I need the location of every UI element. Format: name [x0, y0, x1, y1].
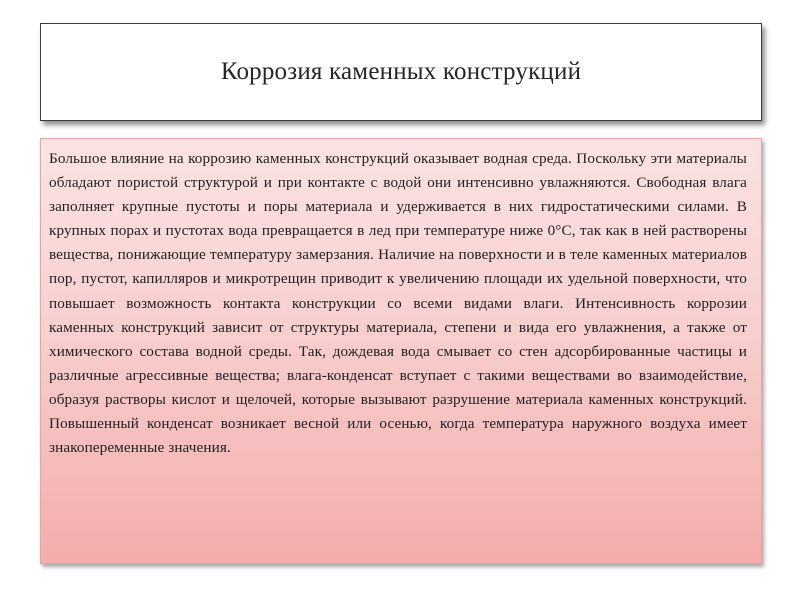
- slide-body-text: Большое влияние на коррозию каменных конструкций оказывает водная среда. Поскольку эти материалы обладают пористой структурой и при контакте с водой они интенсивно увлажняются. Свободная влага заполняет крупные пустоты и поры материала и удерживается в них гидростатическими силами. В крупных порах и пустотах вода превращается в лед при температуре ниже 0°С, так как в ней растворены вещества, понижающие температуру замерзания. Наличие на поверхности и в теле каменных материалов пор, пустот, капилляров и микротрещин приводит к увеличению площади их удельной поверхности, что повышает возможность контакта конструкции со всеми видами влаги. Интенсивность коррозии каменных конструкций зависит от структуры материала, степени и вида его увлажнения, а также от химического состава водной среды. Так, дождевая вода смывает со стен адсорбированные частицы и различные агрессивные вещества; влага-конденсат вступает с такими веществами во взаимодействие, образуя растворы кислот и щелочей, которые вызывают разрушение материала каменных конструкций. Повышенный конденсат возникает весной или осенью, когда температура наружного воздуха имеет знакопеременные значения.: [49, 150, 747, 457]
- slide-content-box: [40, 138, 762, 564]
- slide-title-box: [40, 23, 762, 121]
- slide-title: Коррозия каменных конструкций: [220, 58, 582, 85]
